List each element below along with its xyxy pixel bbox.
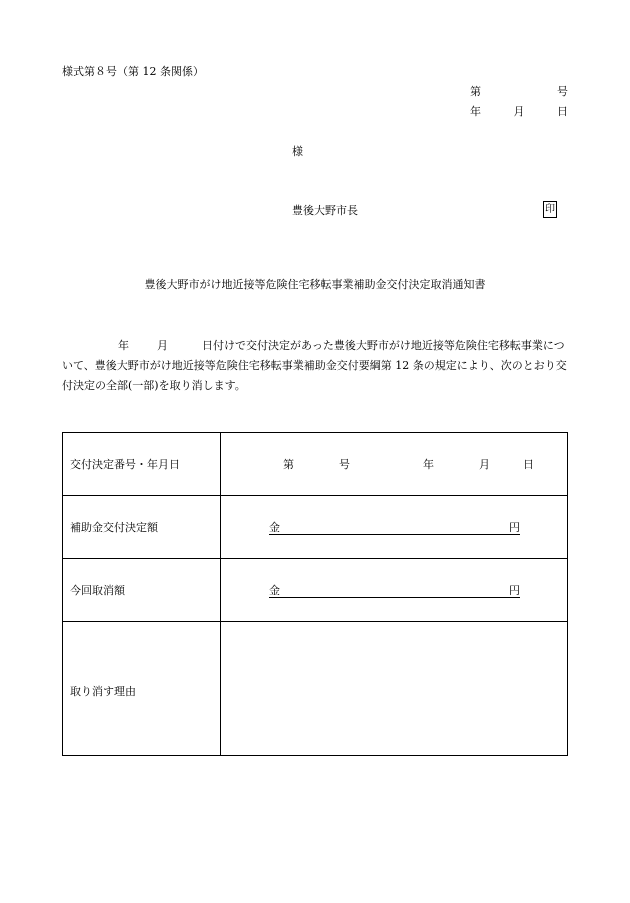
row-label-decided-amount: 補助金交付決定額 [70,521,158,534]
notice-body [62,336,570,396]
row-label-decision-number: 交付決定番号・年月日 [70,458,180,471]
body-year: 年 [118,339,129,352]
document-date-year: 年 [470,105,481,118]
row-label-cancel-amount: 今回取消額 [70,584,125,597]
document-number [470,86,568,97]
cancel-amount-prefix: 金 [269,584,280,597]
cancel-amount-suffix: 円 [509,584,520,597]
decision-year: 年 [423,458,434,471]
document-title: 豊後大野市がけ地近接等危険住宅移転事業補助金交付決定取消通知書 [144,278,486,291]
document-date [470,106,568,117]
decision-number-suffix: 号 [339,458,350,471]
table-row-decision-number [63,433,567,496]
decision-number-prefix: 第 [283,458,294,471]
form-number: 様式第８号（第 12 条関係） [62,65,204,78]
table-row-cancel-reason [63,622,567,755]
decision-number-date-field [283,459,593,471]
body-month: 月 [157,339,168,352]
decision-details-table [62,432,568,756]
document-date-day: 日 [557,105,568,118]
document-date-month: 月 [513,105,525,118]
decided-amount-suffix: 円 [509,521,520,534]
body-text: 日付けで交付決定があった豊後大野市がけ地近接等危険住宅移転事業について、豊後大野市がけ地近接等危険住宅移転事業補助金交付要綱第 12 条の規定により、次のとおり交付決定の全部(一部)を取り消します。 [62,339,567,392]
cancel-amount-field [269,585,520,598]
seal-mark: 印 [543,201,557,218]
addressee-honorific: 様 [292,145,303,158]
table-row-decided-amount [63,496,567,559]
issuer-name: 豊後大野市長 [292,204,358,217]
decision-month: 月 [479,458,490,471]
table-row-cancel-amount [63,559,567,622]
document-number-prefix: 第 [470,85,481,98]
decided-amount-field [269,522,520,535]
decision-day: 日 [523,458,534,471]
decided-amount-prefix: 金 [269,521,280,534]
document-number-suffix: 号 [557,85,568,98]
row-label-cancel-reason: 取り消す理由 [70,685,136,698]
